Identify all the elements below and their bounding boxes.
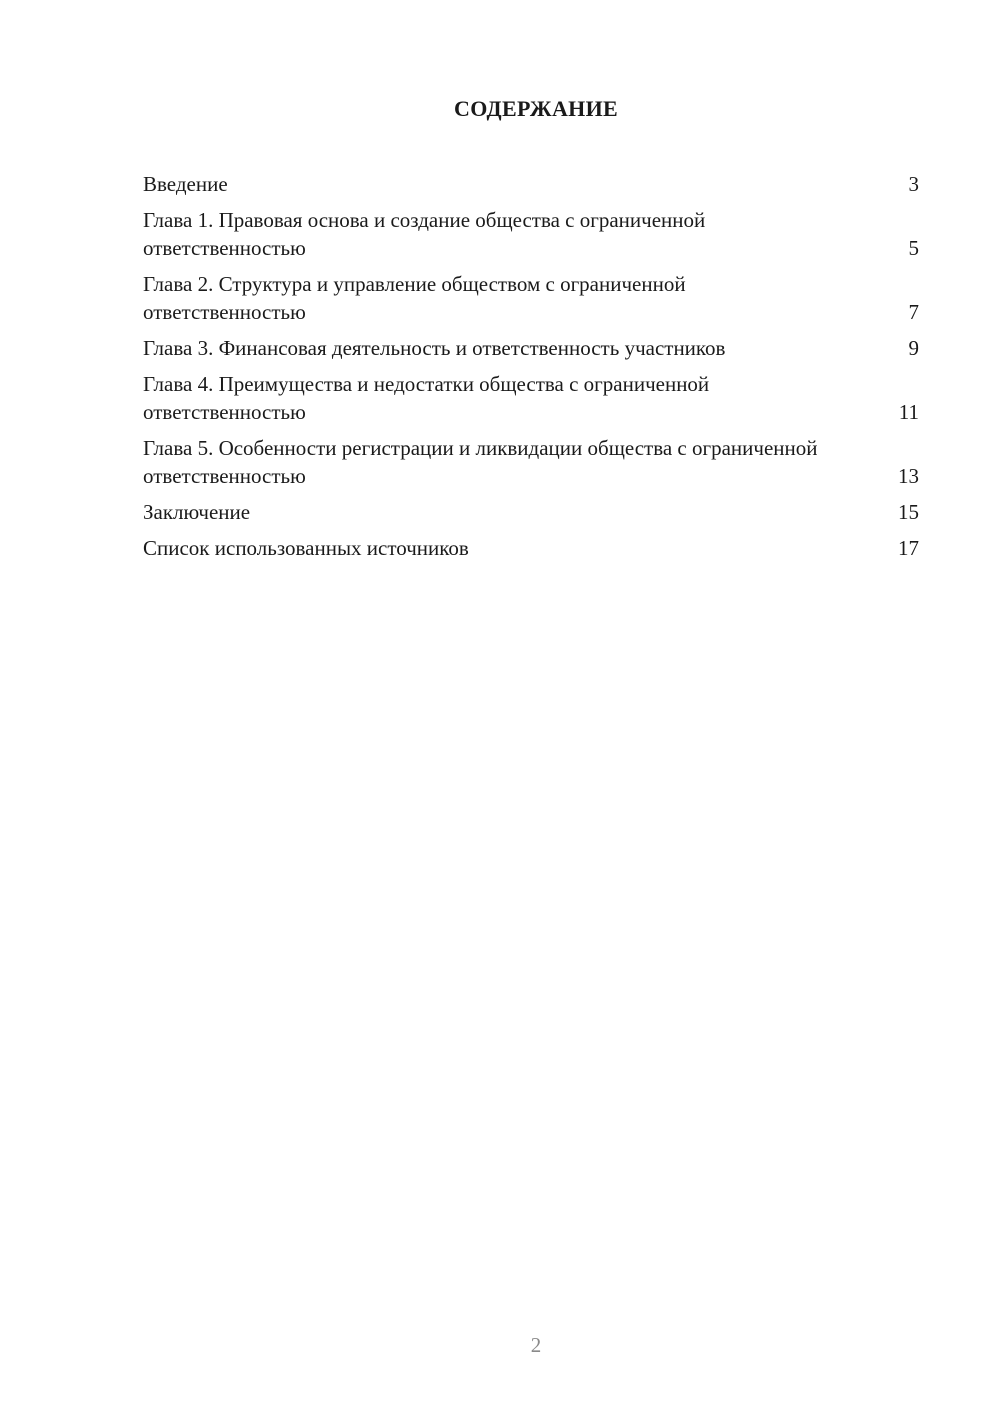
toc-entry-references[interactable] xyxy=(143,534,919,562)
page-number: 2 xyxy=(530,1333,542,1357)
toc-entry-title: Введение xyxy=(143,172,228,196)
toc-entry-chapter-5[interactable] xyxy=(143,434,919,490)
toc-entry-page: 13 xyxy=(898,464,919,488)
toc-entry-conclusion[interactable] xyxy=(143,498,919,526)
toc-heading: СОДЕРЖАНИЕ xyxy=(454,96,618,121)
toc-entry-page: 5 xyxy=(908,236,919,260)
toc-entry-page: 9 xyxy=(908,336,919,360)
toc-entry-page: 17 xyxy=(898,536,919,560)
toc-entry-chapter-4[interactable] xyxy=(143,370,919,426)
toc-entry-page: 7 xyxy=(908,300,919,324)
toc-entry-chapter-3[interactable] xyxy=(143,334,919,362)
toc-entry-title: Глава 3. Финансовая деятельность и ответственность участников xyxy=(143,336,726,360)
toc-entry-page: 11 xyxy=(898,400,919,424)
toc-entry-chapter-1[interactable] xyxy=(143,206,919,262)
toc-entry-title: Глава 5. Особенности регистрации и ликвидации общества с ограниченной ответственностью xyxy=(143,436,818,488)
toc-entry-title: Список использованных источников xyxy=(143,536,469,560)
table-of-contents xyxy=(143,170,919,570)
toc-entry-title: Глава 4. Преимущества и недостатки общества с ограниченной ответственностью xyxy=(143,372,710,424)
toc-entry-title: Глава 1. Правовая основа и создание общества с ограниченной ответственностью xyxy=(143,208,706,260)
toc-entry-title: Заключение xyxy=(143,500,251,524)
toc-entry-chapter-2[interactable] xyxy=(143,270,919,326)
toc-entry-page: 3 xyxy=(908,172,919,196)
toc-entry-page: 15 xyxy=(898,500,919,524)
toc-entry-title: Глава 2. Структура и управление обществом с ограниченной ответственностью xyxy=(143,272,686,324)
toc-entry-introduction[interactable] xyxy=(143,170,919,198)
